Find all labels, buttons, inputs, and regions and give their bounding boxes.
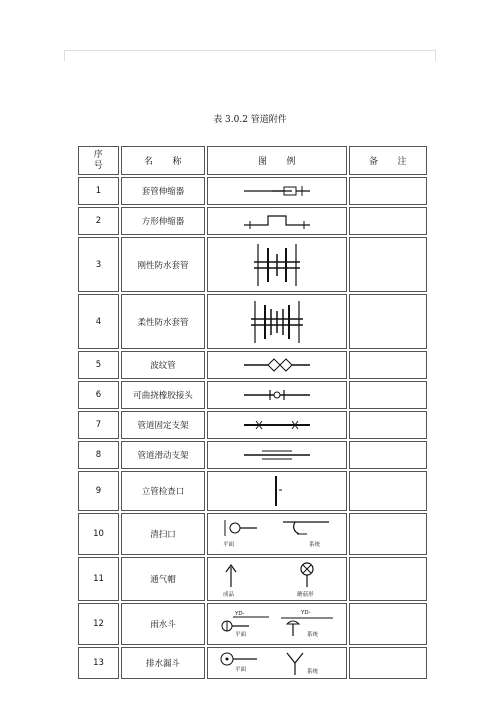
row-name: 柔性防水套管 (121, 294, 205, 349)
row-no: 6 (78, 381, 119, 409)
row-remark (349, 441, 427, 469)
yd-label-system: YD- (301, 610, 311, 616)
page-header-line (64, 50, 436, 61)
row-name: 排水漏斗 (121, 647, 205, 679)
sliding-support-icon (242, 448, 312, 462)
table-row (78, 381, 427, 409)
header-no (78, 146, 119, 175)
row-name: 立管检查口 (121, 471, 205, 511)
legend-cell (207, 177, 347, 205)
row-no: 9 (78, 471, 119, 511)
table-row (78, 441, 427, 469)
table-header-row (78, 146, 427, 175)
legend-cell (207, 381, 347, 409)
row-name: 套管伸缩器 (121, 177, 205, 205)
cleanout-icon (217, 516, 337, 552)
plan-label: 平面 (223, 542, 235, 548)
row-remark (349, 237, 427, 292)
row-remark (349, 381, 427, 409)
row-no: 8 (78, 441, 119, 469)
row-name: 通气帽 (121, 557, 205, 601)
row-remark (349, 351, 427, 379)
legend-cell (207, 513, 347, 555)
row-remark (349, 294, 427, 349)
drain-funnel-icon (215, 649, 339, 677)
table-row (78, 411, 427, 439)
table-row (78, 471, 427, 511)
plan-label: 平面 (235, 632, 247, 638)
system-label: 系统 (309, 542, 321, 548)
row-remark (349, 513, 427, 555)
legend-cell (207, 557, 347, 601)
rain-hopper-icon (215, 606, 339, 642)
row-remark (349, 603, 427, 645)
row-name: 可曲挠橡胶接头 (121, 381, 205, 409)
legend-cell (207, 294, 347, 349)
system-label: 系统 (307, 669, 319, 675)
row-no: 11 (78, 557, 119, 601)
table-row (78, 513, 427, 555)
row-remark (349, 647, 427, 679)
row-name: 雨水斗 (121, 603, 205, 645)
legend-cell (207, 237, 347, 292)
row-name: 管道滑动支架 (121, 441, 205, 469)
vent-cap-icon (217, 559, 337, 599)
finished-label: 成品 (223, 592, 235, 598)
row-no: 12 (78, 603, 119, 645)
row-no: 13 (78, 647, 119, 679)
row-remark (349, 177, 427, 205)
legend-cell (207, 207, 347, 235)
row-no: 3 (78, 237, 119, 292)
mushroom-label: 蘑菇形 (297, 592, 314, 598)
legend-cell (207, 411, 347, 439)
row-name: 方形伸缩器 (121, 207, 205, 235)
table-row (78, 603, 427, 645)
table-row (78, 351, 427, 379)
row-name: 管道固定支架 (121, 411, 205, 439)
riser-cleanout-icon (267, 474, 287, 508)
row-no: 2 (78, 207, 119, 235)
yd-label-plan: YD- (235, 611, 245, 617)
square-expansion-joint-icon (242, 212, 312, 230)
table-row (78, 647, 427, 679)
row-no: 5 (78, 351, 119, 379)
row-no: 4 (78, 294, 119, 349)
row-no: 1 (78, 177, 119, 205)
legend-cell (207, 351, 347, 379)
header-no-label: 序 号 (93, 149, 104, 171)
legend-cell (207, 603, 347, 645)
legend-cell (207, 471, 347, 511)
row-no: 10 (78, 513, 119, 555)
bellows-icon (242, 357, 312, 373)
row-name: 刚性防水套管 (121, 237, 205, 292)
table-row (78, 237, 427, 292)
header-legend: 图 例 (207, 146, 347, 175)
table-title: 表 3.0.2 管道附件 (213, 115, 287, 125)
row-name: 清扫口 (121, 513, 205, 555)
flexible-waterproof-sleeve-icon (249, 299, 305, 345)
row-remark (349, 411, 427, 439)
row-remark (349, 207, 427, 235)
row-remark (349, 471, 427, 511)
plan-label: 平面 (235, 667, 247, 673)
fixed-support-icon (242, 418, 312, 432)
table-row (78, 177, 427, 205)
rigid-waterproof-sleeve-icon (252, 242, 302, 288)
row-no: 7 (78, 411, 119, 439)
legend-cell (207, 647, 347, 679)
pipe-fittings-table (76, 144, 429, 681)
row-remark (349, 557, 427, 601)
header-remark: 备 注 (349, 146, 427, 175)
system-label: 系统 (307, 632, 319, 638)
header-name: 名 称 (121, 146, 205, 175)
flexible-rubber-joint-icon (242, 388, 312, 402)
table-row (78, 294, 427, 349)
legend-cell (207, 441, 347, 469)
row-name: 波纹管 (121, 351, 205, 379)
table-row (78, 557, 427, 601)
sleeve-expansion-joint-icon (242, 184, 312, 198)
table-row (78, 207, 427, 235)
